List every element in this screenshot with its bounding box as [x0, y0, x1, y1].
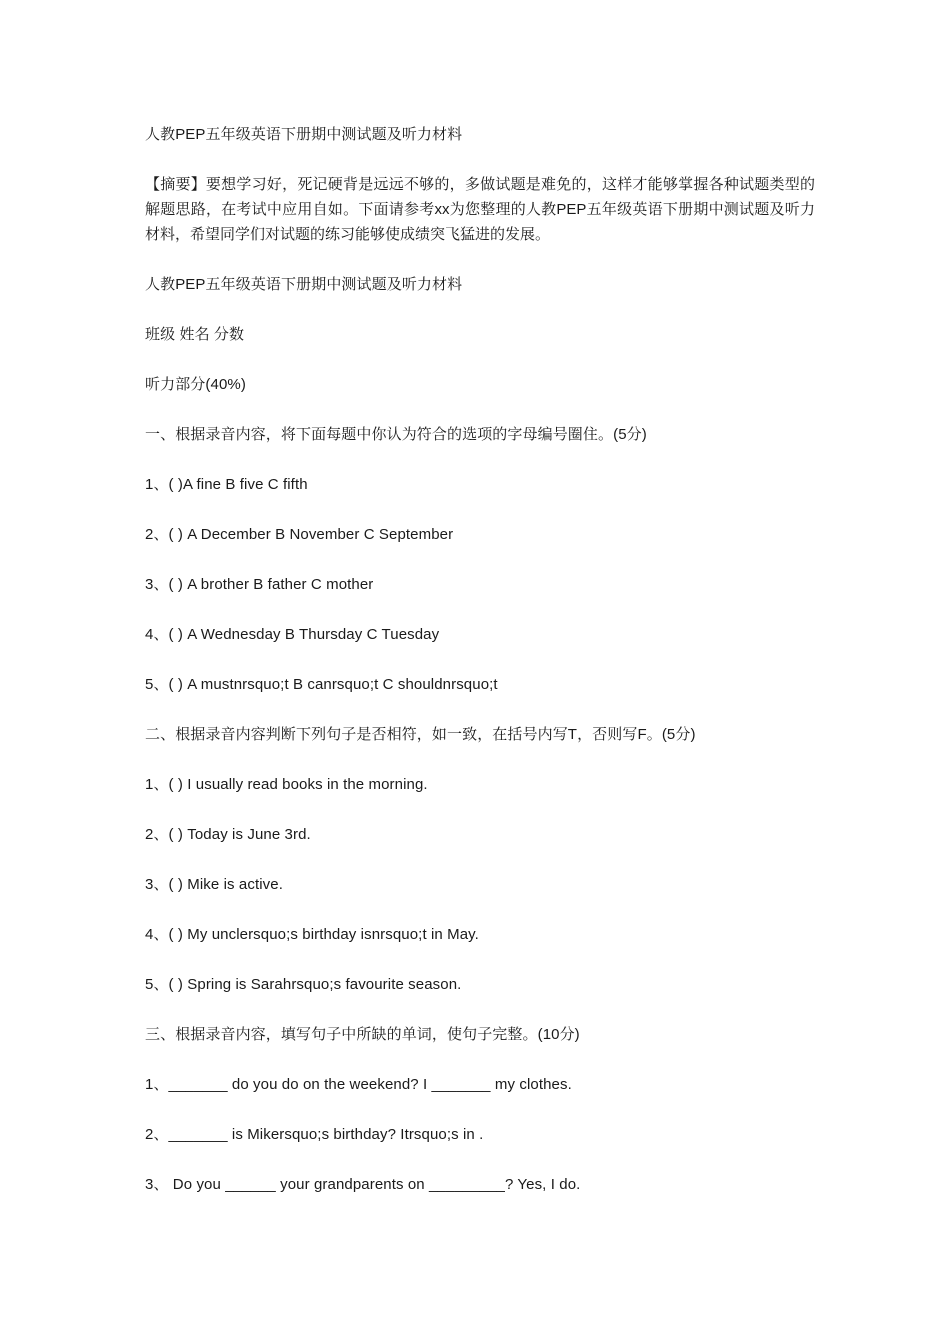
section3-item: 1、_______ do you do on the weekend? I _______ my clothes. [145, 1076, 572, 1093]
summary-paragraph: 【摘要】要想学习好，死记硬背是远远不够的，多做试题是难免的，这样才能够掌握各种试题类型的解题思路，在考试中应用自如。下面请参考xx为您整理的人教PEP五年级英语下册期中测试题及听力材料，希望同学们对试题的练习能够使成绩突飞猛进的发展。 [145, 176, 815, 243]
section2-item: 5、( ) Spring is Sarahrsquo;s favourite season. [145, 976, 462, 993]
section3-item: 2、_______ is Mikersquo;s birthday? Itrsquo;s in . [145, 1126, 484, 1143]
section1-item: 5、( ) A mustnrsquo;t B canrsquo;t C shouldnrsquo;t [145, 676, 498, 693]
section3-item: 3、 Do you ______ your grandparents on _________? Yes, I do. [145, 1176, 581, 1193]
section3-heading: 三、根据录音内容，填写句子中所缺的单词，使句子完整。(10分) [145, 1026, 580, 1043]
section1-heading: 一、根据录音内容，将下面每题中你认为符合的选项的字母编号圈住。(5分) [145, 426, 647, 443]
section1-item: 1、( )A fine B five C fifth [145, 476, 308, 493]
document-body [145, 122, 815, 1222]
document-title: 人教PEP五年级英语下册期中测试题及听力材料 [145, 126, 463, 143]
section1-item: 4、( ) A Wednesday B Thursday C Tuesday [145, 626, 440, 643]
section2-item: 3、( ) Mike is active. [145, 876, 283, 893]
section2-item: 4、( ) My unclersquo;s birthday isnrsquo;t in May. [145, 926, 479, 943]
section2-item: 1、( ) I usually read books in the morning. [145, 776, 428, 793]
section1-item: 3、( ) A brother B father C mother [145, 576, 374, 593]
section2-item: 2、( ) Today is June 3rd. [145, 826, 311, 843]
document-subtitle: 人教PEP五年级英语下册期中测试题及听力材料 [145, 276, 463, 293]
section1-item: 2、( ) A December B November C September [145, 526, 454, 543]
section2-heading: 二、根据录音内容判断下列句子是否相符，如一致，在括号内写T，否则写F。(5分) [145, 726, 696, 743]
student-info-line: 班级 姓名 分数 [145, 326, 245, 343]
listening-header: 听力部分(40%) [145, 376, 246, 393]
